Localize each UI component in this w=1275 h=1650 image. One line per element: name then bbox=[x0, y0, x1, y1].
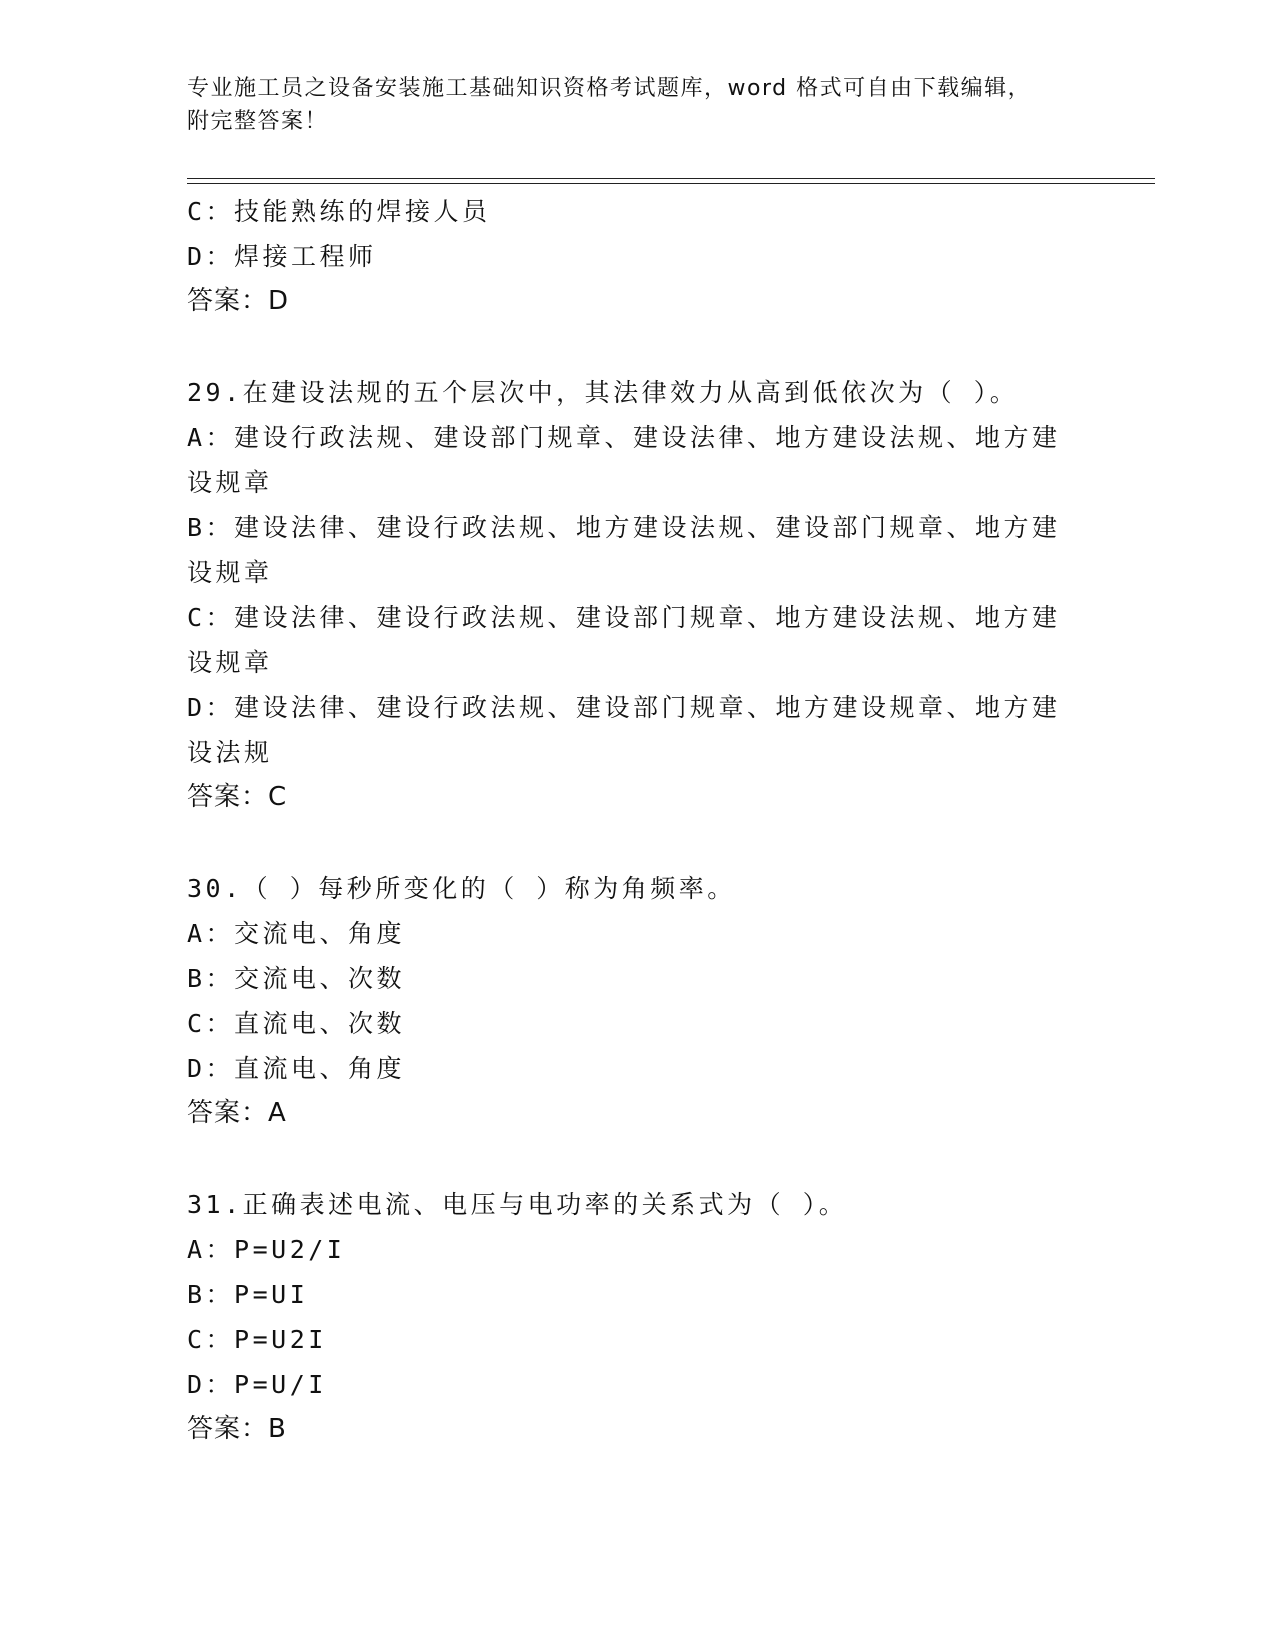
q28-option-c: C：技能熟练的焊接人员 bbox=[187, 197, 491, 226]
header-divider-top bbox=[187, 178, 1155, 179]
q31-option-a: A：P=U2/I bbox=[187, 1235, 346, 1264]
question-31 bbox=[187, 1182, 1087, 1452]
q29-option-b: B：建设法律、建设行政法规、地方建设法规、建设部门规章、地方建设规章 bbox=[187, 513, 1061, 587]
q31-option-d: D：P=U/I bbox=[187, 1370, 327, 1399]
q29-answer: 答案：C bbox=[187, 782, 288, 812]
question-28 bbox=[187, 189, 1087, 324]
q31-question: 31.正确表述电流、电压与电功率的关系式为（ ）。 bbox=[187, 1190, 848, 1219]
q29-option-a: A：建设行政法规、建设部门规章、建设法律、地方建设法规、地方建设规章 bbox=[187, 423, 1061, 497]
q28-option-d: D：焊接工程师 bbox=[187, 242, 377, 271]
q30-answer: 答案：A bbox=[187, 1098, 287, 1128]
question-30 bbox=[187, 866, 1087, 1136]
q31-option-c: C：P=U2I bbox=[187, 1325, 327, 1354]
spacer bbox=[187, 1136, 1087, 1182]
q31-answer: 答案：B bbox=[187, 1414, 287, 1444]
question-29 bbox=[187, 370, 1087, 820]
q28-answer: 答案：D bbox=[187, 286, 290, 316]
spacer bbox=[187, 324, 1087, 370]
q29-option-d: D：建设法律、建设行政法规、建设部门规章、地方建设规章、地方建设法规 bbox=[187, 693, 1061, 767]
document-body bbox=[187, 189, 1087, 1452]
q30-option-a: A：交流电、角度 bbox=[187, 919, 406, 948]
q30-option-b: B：交流电、次数 bbox=[187, 964, 406, 993]
header-line-1: 专业施工员之设备安装施工基础知识资格考试题库，word 格式可自由下载编辑， bbox=[187, 76, 1032, 101]
header-line-2: 附完整答案！ bbox=[187, 109, 329, 134]
q29-question: 29.在建设法规的五个层次中，其法律效力从高到低依次为（ ）。 bbox=[187, 378, 1019, 407]
q30-question: 30.（ ）每秒所变化的（ ）称为角频率。 bbox=[187, 874, 736, 903]
q29-option-c: C：建设法律、建设行政法规、建设部门规章、地方建设法规、地方建设规章 bbox=[187, 603, 1061, 677]
q30-option-d: D：直流电、角度 bbox=[187, 1054, 406, 1083]
q30-option-c: C：直流电、次数 bbox=[187, 1009, 406, 1038]
q31-option-b: B：P=UI bbox=[187, 1280, 309, 1309]
header-divider-bottom bbox=[187, 183, 1155, 184]
spacer bbox=[187, 820, 1087, 866]
document-header bbox=[187, 72, 1067, 138]
